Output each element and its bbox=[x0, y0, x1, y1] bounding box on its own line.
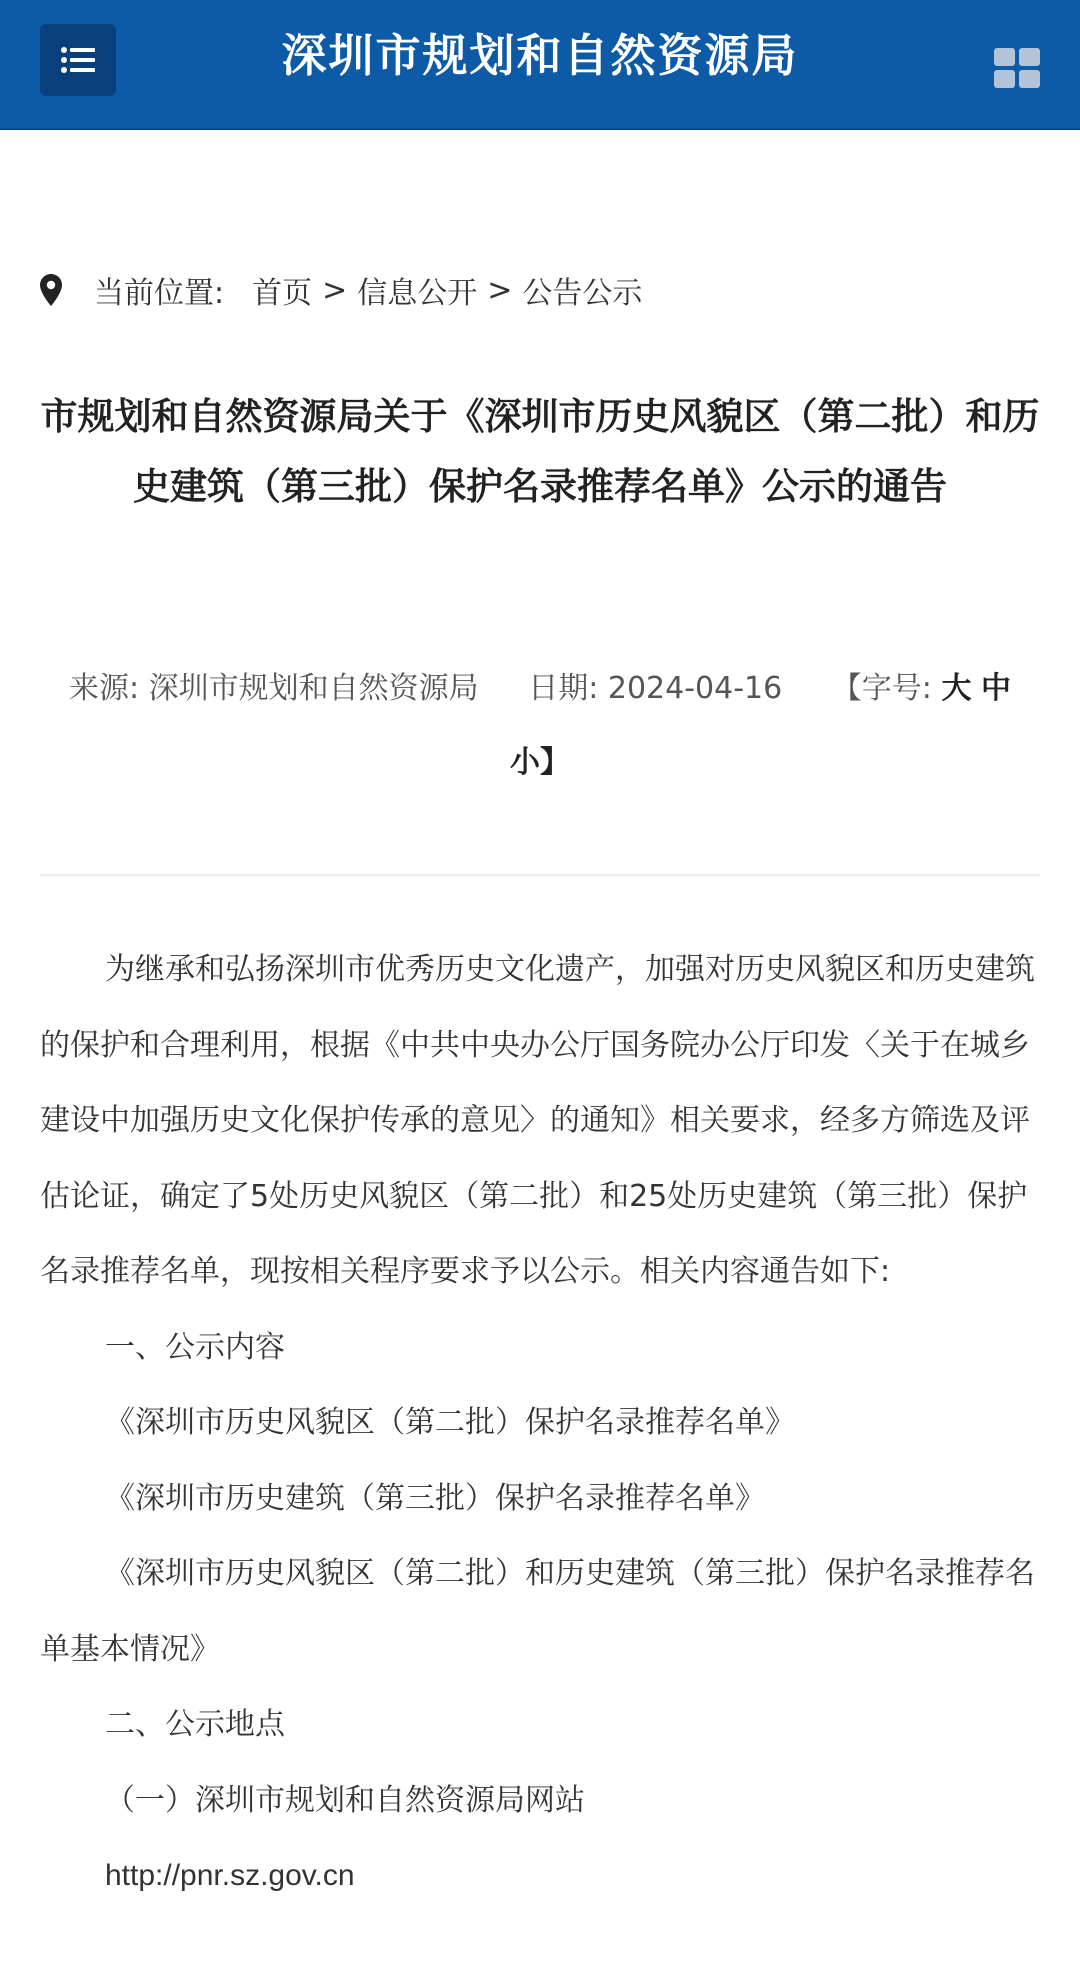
source-label: 来源: bbox=[69, 671, 140, 706]
font-size-small-button[interactable]: 小 bbox=[510, 745, 540, 780]
breadcrumb-label: 当前位置: bbox=[94, 276, 225, 311]
document-list-item: 《深圳市历史建筑（第三批）保护名录推荐名单》 bbox=[105, 1480, 765, 1516]
location-subheading: （一）深圳市规划和自然资源局网站 bbox=[105, 1782, 585, 1818]
grid-apps-icon bbox=[1019, 48, 1040, 66]
site-title: 深圳市规划和自然资源局 bbox=[281, 29, 799, 82]
grid-apps-icon bbox=[994, 70, 1015, 88]
breadcrumb-info-public[interactable]: 信息公开 bbox=[357, 276, 478, 311]
grid-apps-button[interactable] bbox=[994, 48, 1040, 88]
section-heading: 二、公示地点 bbox=[105, 1707, 285, 1742]
breadcrumb-home[interactable]: 首页 bbox=[252, 276, 313, 311]
breadcrumb-announcements[interactable]: 公告公示 bbox=[522, 276, 643, 311]
website-link[interactable]: http://pnr.sz.gov.cn bbox=[105, 1859, 355, 1892]
divider bbox=[40, 874, 1040, 876]
section-heading: 一、公示内容 bbox=[105, 1329, 285, 1365]
font-size-close: 】 bbox=[540, 745, 570, 780]
font-size-large-button[interactable]: 大 bbox=[941, 671, 972, 706]
article-meta bbox=[40, 652, 1040, 800]
font-size-open: 【字号: bbox=[831, 671, 932, 706]
top-header-bar bbox=[0, 0, 1080, 130]
article-body bbox=[40, 932, 1040, 1914]
breadcrumb-separator: > bbox=[487, 272, 513, 308]
document-list-item: 《深圳市历史风貌区（第二批）和历史建筑（第三批）保护名录推荐名单基本情况》 bbox=[40, 1556, 1035, 1667]
breadcrumb bbox=[40, 262, 642, 318]
date-label: 日期: bbox=[528, 671, 599, 706]
date-value: 2024-04-16 bbox=[607, 671, 783, 706]
location-pin-icon bbox=[40, 274, 62, 306]
font-size-medium-button[interactable]: 中 bbox=[980, 671, 1011, 706]
grid-apps-icon bbox=[994, 48, 1015, 66]
source-value: 深圳市规划和自然资源局 bbox=[148, 671, 479, 706]
document-list-item: 《深圳市历史风貌区（第二批）保护名录推荐名单》 bbox=[105, 1405, 795, 1440]
breadcrumb-separator: > bbox=[322, 272, 348, 308]
grid-apps-icon bbox=[1019, 70, 1040, 88]
article-title: 市规划和自然资源局关于《深圳市历史风貌区（第二批）和历史建筑（第三批）保护名录推荐名单》公示的通告 bbox=[40, 395, 1040, 508]
intro-paragraph: 为继承和弘扬深圳市优秀历史文化遗产，加强对历史风貌区和历史建筑的保护和合理利用，根据《中共中央办公厅国务院办公厅印发〈关于在城乡建设中加强历史文化保护传承的意见〉的通知》相关要求，经多方筛选及评估论证，确定了5处历史风貌区（第二批）和25处历史建筑（第三批）保护名录推荐名单，现按相关程序要求予以公示。相关内容通告如下: bbox=[40, 952, 1035, 1289]
